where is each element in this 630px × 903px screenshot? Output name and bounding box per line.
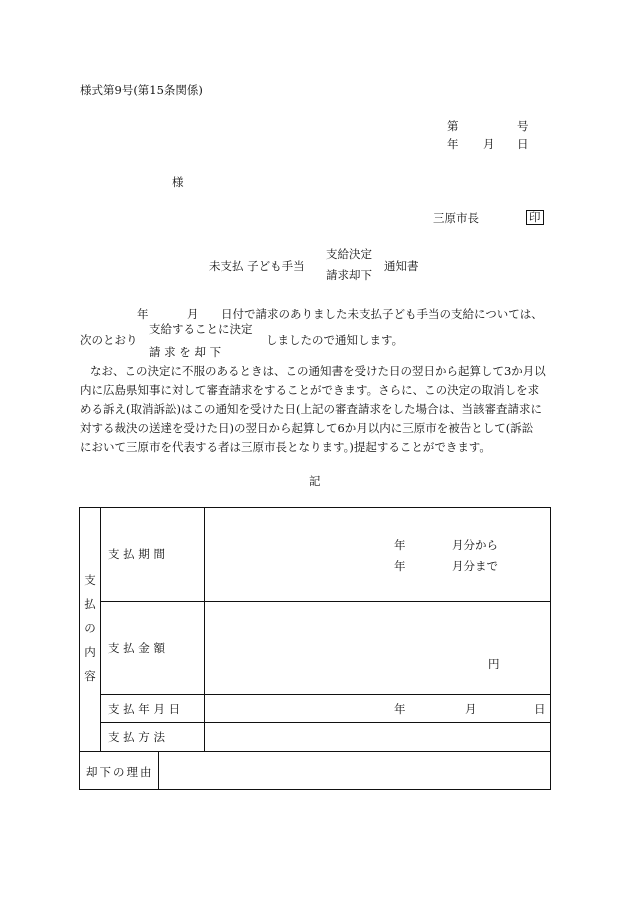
- payment-date-day: 日: [534, 702, 546, 716]
- body-para2-line5: において三原市を代表する者は三原市長となります。)提起することができます。: [80, 440, 491, 454]
- payment-period-label: 支 払 期 間: [108, 547, 165, 561]
- body-para2-line1: なお、この決定に不服のあるときは、この通知書を受けた日の翌日から起算して3か月以: [90, 364, 546, 378]
- body-para1-suffix: しましたので通知します。: [266, 333, 404, 347]
- title-suffix: 通知書: [384, 259, 419, 273]
- form-number: 様式第9号(第15条関係): [80, 83, 203, 97]
- table-row-divider-4: [79, 751, 551, 752]
- table-divider-reject: [158, 751, 159, 790]
- doc-number-suffix: 号: [517, 119, 529, 133]
- payment-date-label: 支 払 年 月 日: [108, 702, 181, 716]
- side-char: の: [84, 621, 96, 635]
- rejection-reason-label: 却下の理由: [86, 765, 154, 779]
- period-to-month: 月分まで: [452, 559, 498, 573]
- payment-date-year: 年: [394, 702, 406, 716]
- payment-date-month: 月: [465, 702, 477, 716]
- period-from-month: 月分から: [452, 538, 498, 552]
- table-divider-side: [100, 507, 101, 752]
- addressee-honorific: 様: [172, 175, 184, 189]
- body-para2-line4: 対する裁決の送達を受けた日)の翌日から起算して6か月以内に三原市を被告として(訴訟: [80, 421, 534, 435]
- header-date-year: 年: [447, 137, 459, 151]
- payment-amount-label: 支 払 金 額: [108, 641, 165, 655]
- issuer-name: 三原市長: [433, 211, 479, 225]
- side-char: 支: [84, 573, 96, 587]
- body-date-month: 月: [187, 307, 199, 321]
- side-char: 内: [84, 645, 96, 659]
- body-option-reject: 請 求 を 却 下: [149, 345, 222, 359]
- table-row-divider-3: [100, 722, 551, 723]
- body-para2-line2: 内に広島県知事に対して審査請求をすることができます。さらに、この決定の取消しを求: [80, 383, 540, 397]
- period-to-year: 年: [394, 559, 406, 573]
- doc-number-prefix: 第: [447, 119, 459, 133]
- header-date-month: 月: [483, 137, 495, 151]
- amount-unit-yen: 円: [488, 657, 500, 671]
- payment-method-label: 支 払 方 法: [108, 730, 165, 744]
- title-option-reject: 請求却下: [326, 268, 372, 282]
- table-row-divider-2: [100, 694, 551, 695]
- body-para1-line1: 日付で請求のありました未支払子ども手当の支給については、: [221, 307, 543, 321]
- side-char: 容: [84, 669, 96, 683]
- body-date-year: 年: [137, 307, 149, 321]
- payment-details-side-label: [80, 568, 100, 688]
- period-from-year: 年: [394, 538, 406, 552]
- body-para1-prefix: 次のとおり: [80, 333, 138, 347]
- title-main: 未支払 子ども手当: [209, 259, 305, 273]
- side-char: 払: [84, 597, 96, 611]
- table-border-right: [550, 507, 551, 790]
- ki-heading: 記: [309, 474, 321, 488]
- table-row-divider-1: [100, 601, 551, 602]
- title-option-grant: 支給決定: [326, 247, 372, 261]
- table-border-top: [79, 507, 551, 508]
- header-date-day: 日: [517, 137, 529, 151]
- table-border-bottom: [79, 789, 551, 790]
- seal-mark: 印: [526, 210, 544, 225]
- table-divider-label: [204, 507, 205, 752]
- body-para2-line3: める訴え(取消訴訟)はこの通知を受けた日(上記の審査請求をした場合は、当該審査請求に: [80, 402, 542, 416]
- body-option-grant: 支給することに決定: [149, 322, 253, 336]
